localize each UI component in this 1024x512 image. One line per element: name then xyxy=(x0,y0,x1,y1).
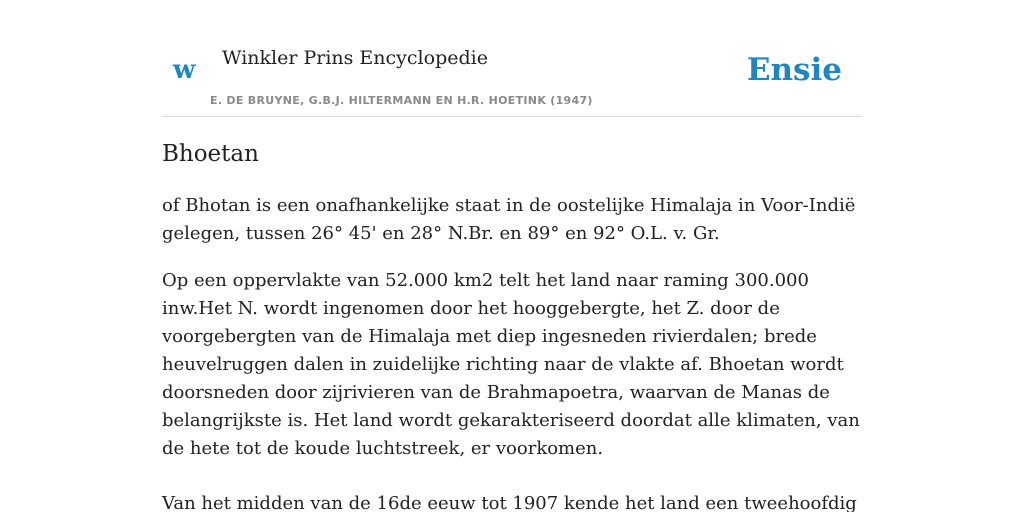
article xyxy=(162,138,862,512)
winkler-prins-logo[interactable]: w xyxy=(173,55,196,85)
article-paragraph: Op een oppervlakte van 52.000 km2 telt het land naar raming 300.000 inw.Het N. wordt ingenomen door het hooggebergte, het Z. door de voorgebergten van de Himalaja met diep ingesneden rivierdalen; brede heuvelruggen dalen in zuidelijke richting naar de vlakte af. Bhoetan wordt doorsneden door zijrivieren van de Brahmapoetra, waarvan de Manas de belangrijkste is. Het land wordt gekarakteriseerd doordat alle klimaten, van de hete tot de koude luchtstreek, er voorkomen. xyxy=(162,270,860,459)
source-title[interactable]: Winkler Prins Encyclopedie xyxy=(222,47,488,69)
ensie-logo[interactable]: Ensie xyxy=(746,52,842,88)
article-title: Bhoetan xyxy=(162,141,259,167)
site-header xyxy=(162,40,862,117)
source-authors: E. DE BRUYNE, G.B.J. HILTERMANN EN H.R. HOETINK (1947) xyxy=(210,94,593,107)
article-paragraph: Van het midden van de 16de eeuw tot 1907 kende het land een tweehoofdig xyxy=(162,493,857,512)
article-paragraph: of Bhotan is een onafhankelijke staat in de oostelijke Himalaja in Voor-Indië gelegen, tussen 26° 45' en 28° N.Br. en 89° en 92° O.L. v. Gr. xyxy=(162,195,856,244)
